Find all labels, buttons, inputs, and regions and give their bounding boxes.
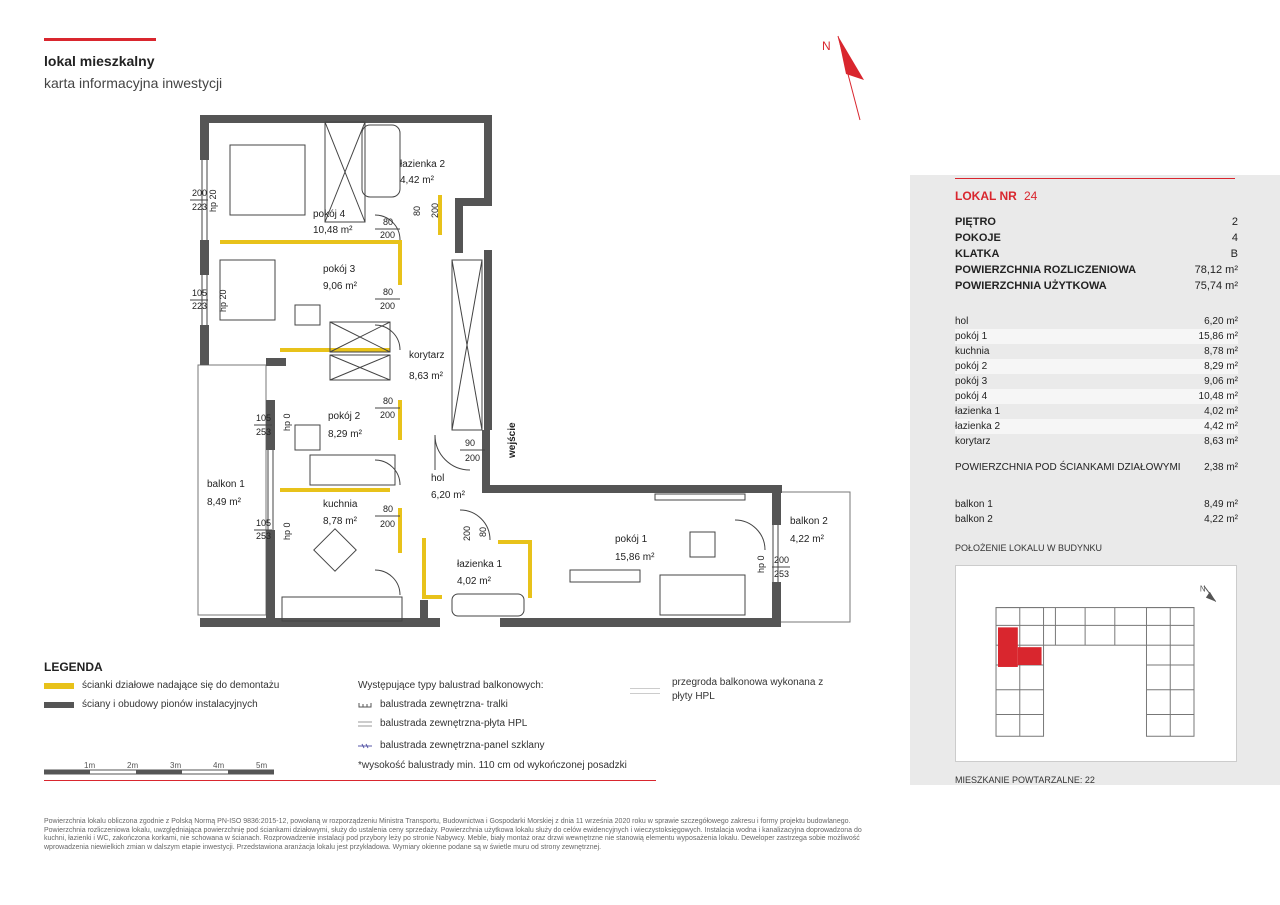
legend-divider	[44, 780, 656, 781]
lokal-label: LOKAL NR	[955, 189, 1017, 203]
yellow-swatch	[44, 683, 74, 689]
room-area: 8,29 m²	[328, 429, 362, 440]
legend-structural	[44, 699, 258, 710]
balcony-row: balkon 1 8,49 m²	[955, 499, 1238, 510]
room-area: 8,49 m²	[207, 497, 241, 508]
room-name: korytarz	[409, 350, 445, 361]
room-area: 8,63 m²	[409, 371, 443, 382]
north-label: N	[822, 39, 831, 53]
room-row: pokój 2 8,29 m²	[955, 361, 1238, 372]
room-name: łazienka 2	[400, 159, 446, 170]
room-name: łazienka 1	[457, 559, 503, 570]
room-name: kuchnia	[323, 499, 358, 510]
room-row: łazienka 2 4,42 m²	[955, 421, 1238, 432]
balcony-row: balkon 2 4,22 m²	[955, 514, 1238, 525]
svg-text:hp 0: hp 0	[282, 413, 292, 431]
svg-text:253: 253	[256, 427, 272, 437]
header-accent-bar	[44, 38, 156, 41]
svg-text:200: 200	[430, 202, 440, 218]
svg-text:80: 80	[383, 504, 394, 514]
scale-tick: 2m	[127, 761, 139, 770]
partition-area-row: POWIERZCHNIA POD ŚCIANKAMI DZIAŁOWYMI 2,38 m²	[955, 462, 1238, 473]
svg-text:253: 253	[256, 531, 272, 541]
building-location-map	[955, 565, 1237, 762]
svg-text:80: 80	[383, 287, 394, 297]
panel-accent-line	[955, 178, 1235, 179]
lokal-number: 24	[1024, 189, 1038, 203]
room-name: hol	[431, 473, 445, 484]
balcony-1-outline	[198, 365, 266, 615]
svg-text:200: 200	[380, 519, 396, 529]
glass-panel-icon	[358, 743, 372, 749]
svg-text:223: 223	[192, 202, 208, 212]
svg-text:223: 223	[192, 301, 208, 311]
balustrade-title: Występujące typy balustrad balkonowych:	[358, 680, 544, 691]
balustrade-type-2: balustrada zewnętrzna-płyta HPL	[358, 718, 527, 729]
location-title: POŁOŻENIE LOKALU W BUDYNKU	[955, 543, 1103, 553]
room-name: balkon 1	[207, 479, 245, 490]
footnote: Powierzchnia lokalu obliczona zgodnie z Polską Normą PN-ISO 9836:2015-12, powołaną w rozporządzeniu Ministra Transportu, Budownictwa i Gospodarki Morskiej z dnia 11 września 2020 roku w sprawie szczegółowego zakresu i formy projektu budowlanego. Powierzchnia rozliczeniowa lokalu, uwzględniająca powierzchnię pod ściankami działowymi, służy do ustalenia ceny sprzedaży. Powierzchnia użytkowa lokalu służy do celów ewidencyjnych i wieczystoksięgowych. Instalacja wodna i kanalizacyjna doprowadzona do kuchni, łazienki i WC, zakończona korkami, nie schowana w ścianach. Rozprowadzenie instalacji pod przybory leży po stronie Nabywcy. Meble, biały montaż oraz drzwi wewnętrzne nie stanowią elementu wyposażenia lokalu. Deweloper zastrzega sobie możliwość wprowadzenia niewielkich zmian w dalszym etapie inwestycji. Przedstawiona aranżacja lokalu jest przykładowa. Wymiary okienne podane są w świetle muru od strony zewnętrznej.	[44, 818, 862, 851]
room-name: pokój 4	[313, 209, 346, 220]
repeat-note: MIESZKANIE POWTARZALNE: 22	[955, 775, 1095, 785]
svg-text:105: 105	[256, 413, 272, 423]
svg-text:hp 20: hp 20	[218, 289, 228, 312]
svg-text:105: 105	[256, 518, 272, 528]
svg-text:hp 0: hp 0	[282, 522, 292, 540]
room-name: pokój 3	[323, 264, 356, 275]
room-area: 6,20 m²	[431, 490, 465, 501]
room-area: 4,42 m²	[400, 175, 434, 186]
balustrade-note: *wysokość balustrady min. 110 cm od wykończonej posadzki	[358, 760, 627, 771]
room-area: 9,06 m²	[323, 281, 357, 292]
legend-demolishable-label: ścianki działowe nadające się do demontażu	[82, 680, 280, 691]
room-area: 4,22 m²	[790, 534, 824, 545]
map-north-label: N	[1199, 584, 1206, 594]
room-name: balkon 2	[790, 516, 828, 527]
room-area: 8,78 m²	[323, 516, 357, 527]
unit-highlight	[998, 627, 1018, 667]
legend-structural-label: ściany i obudowy pionów instalacyjnych	[82, 699, 258, 710]
hpl-panel-icon	[358, 721, 372, 727]
svg-text:200: 200	[380, 230, 396, 240]
room-name: pokój 2	[328, 411, 361, 422]
balusters-icon	[358, 702, 372, 708]
room-row: pokój 1 15,86 m²	[955, 331, 1238, 342]
summary-row: PIĘTRO 2	[955, 216, 1238, 228]
gray-swatch	[44, 702, 74, 708]
svg-text:200: 200	[462, 525, 472, 541]
svg-text:200: 200	[380, 410, 396, 420]
scale-tick: 1m	[84, 761, 96, 770]
floor-plan	[190, 100, 870, 660]
room-row: pokój 4 10,48 m²	[955, 391, 1238, 402]
hpl-partition-swatch	[630, 688, 660, 694]
room-area: 10,48 m²	[313, 225, 353, 236]
balustrade-type-1: balustrada zewnętrzna- tralki	[358, 699, 508, 710]
svg-text:200: 200	[465, 453, 481, 463]
svg-text:80: 80	[383, 217, 394, 227]
room-row: łazienka 1 4,02 m²	[955, 406, 1238, 417]
svg-text:80: 80	[383, 396, 394, 406]
svg-text:80: 80	[412, 205, 422, 216]
room-row: pokój 3 9,06 m²	[955, 376, 1238, 387]
room-area: 15,86 m²	[615, 552, 655, 563]
svg-text:hp 0: hp 0	[756, 555, 766, 573]
svg-text:80: 80	[478, 526, 488, 537]
room-name: pokój 1	[615, 534, 648, 545]
page-subtitle: karta informacyjna inwestycji	[44, 75, 223, 91]
room-row: korytarz 8,63 m²	[955, 436, 1238, 447]
scale-tick: 5m	[256, 761, 268, 770]
page-title: lokal mieszkalny	[44, 53, 155, 69]
hpl-partition-label: przegroda balkonowa wykonana z płyty HPL	[672, 677, 824, 702]
balustrade-type-3: balustrada zewnętrzna-panel szklany	[358, 740, 545, 751]
svg-text:105: 105	[192, 288, 208, 298]
svg-text:200: 200	[380, 301, 396, 311]
room-row: kuchnia 8,78 m²	[955, 346, 1238, 357]
svg-text:253: 253	[774, 569, 790, 579]
scale-tick: 4m	[213, 761, 225, 770]
scale-bar	[44, 760, 274, 780]
room-labels	[207, 159, 828, 587]
svg-text:hp 20: hp 20	[208, 189, 218, 212]
entrance-label: wejście	[507, 422, 518, 458]
svg-text:200: 200	[192, 188, 208, 198]
legend-demolishable	[44, 680, 279, 691]
structural-walls	[200, 115, 782, 627]
room-row: hol 6,20 m²	[955, 316, 1238, 327]
svg-text:90: 90	[465, 438, 476, 448]
scale-tick: 3m	[170, 761, 182, 770]
summary-row: POWIERZCHNIA UŻYTKOWA 75,74 m²	[955, 280, 1238, 292]
summary-row: POWIERZCHNIA ROZLICZENIOWA 78,12 m²	[955, 264, 1238, 276]
summary-row: POKOJE 4	[955, 232, 1238, 244]
legend-title: LEGENDA	[44, 660, 103, 674]
room-area: 4,02 m²	[457, 576, 491, 587]
summary-row: KLATKA B	[955, 248, 1238, 260]
svg-text:200: 200	[774, 555, 790, 565]
